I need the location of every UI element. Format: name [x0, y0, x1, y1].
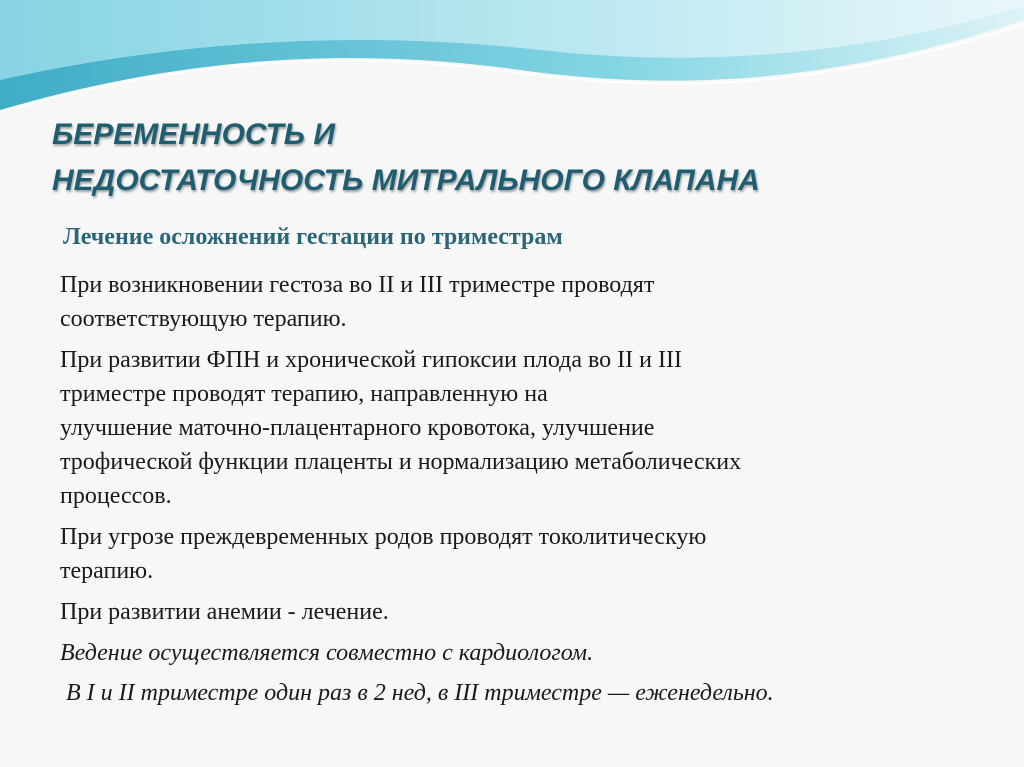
slide-body	[60, 268, 990, 716]
slide-subtitle: Лечение осложнений гестации по триместрам	[63, 224, 563, 250]
paragraph-line: триместре проводят терапию, направленную на	[60, 381, 548, 407]
paragraph-line: соответствующую терапию.	[60, 306, 347, 332]
paragraph-line: При развитии анемии - лечение.	[60, 599, 389, 625]
paragraph-line: При угрозе преждевременных родов проводят токолитическую	[60, 524, 707, 550]
paragraph-gestosis	[60, 268, 990, 336]
paragraph-preterm	[60, 520, 990, 588]
paragraph-line: При развитии ФПН и хронической гипоксии плода во II и III	[60, 347, 682, 373]
paragraph-line: процессов.	[60, 483, 172, 509]
paragraph-fpn	[60, 343, 990, 513]
paragraph-anemia	[60, 595, 990, 629]
slide-title	[52, 112, 760, 204]
slide-title-line-1: БЕРЕМЕННОСТЬ И	[52, 118, 335, 151]
slide-title-line-2: НЕДОСТАТОЧНОСТЬ МИТРАЛЬНОГО КЛАПАНА	[52, 164, 760, 197]
decorative-wave-header	[0, 0, 1024, 120]
paragraph-line: При возникновении гестоза во II и III триместре проводят	[60, 272, 655, 298]
note-cardiologist: Ведение осуществляется совместно с кардиологом.	[60, 640, 594, 666]
paragraph-line: терапию.	[60, 558, 154, 584]
note-schedule: В I и II триместре один раз в 2 нед, в III триместре — еженедельно.	[66, 680, 774, 706]
paragraph-line: улучшение маточно-плацентарного кровотока, улучшение	[60, 415, 655, 441]
paragraph-line: трофической функции плаценты и нормализацию метаболических	[60, 449, 742, 475]
